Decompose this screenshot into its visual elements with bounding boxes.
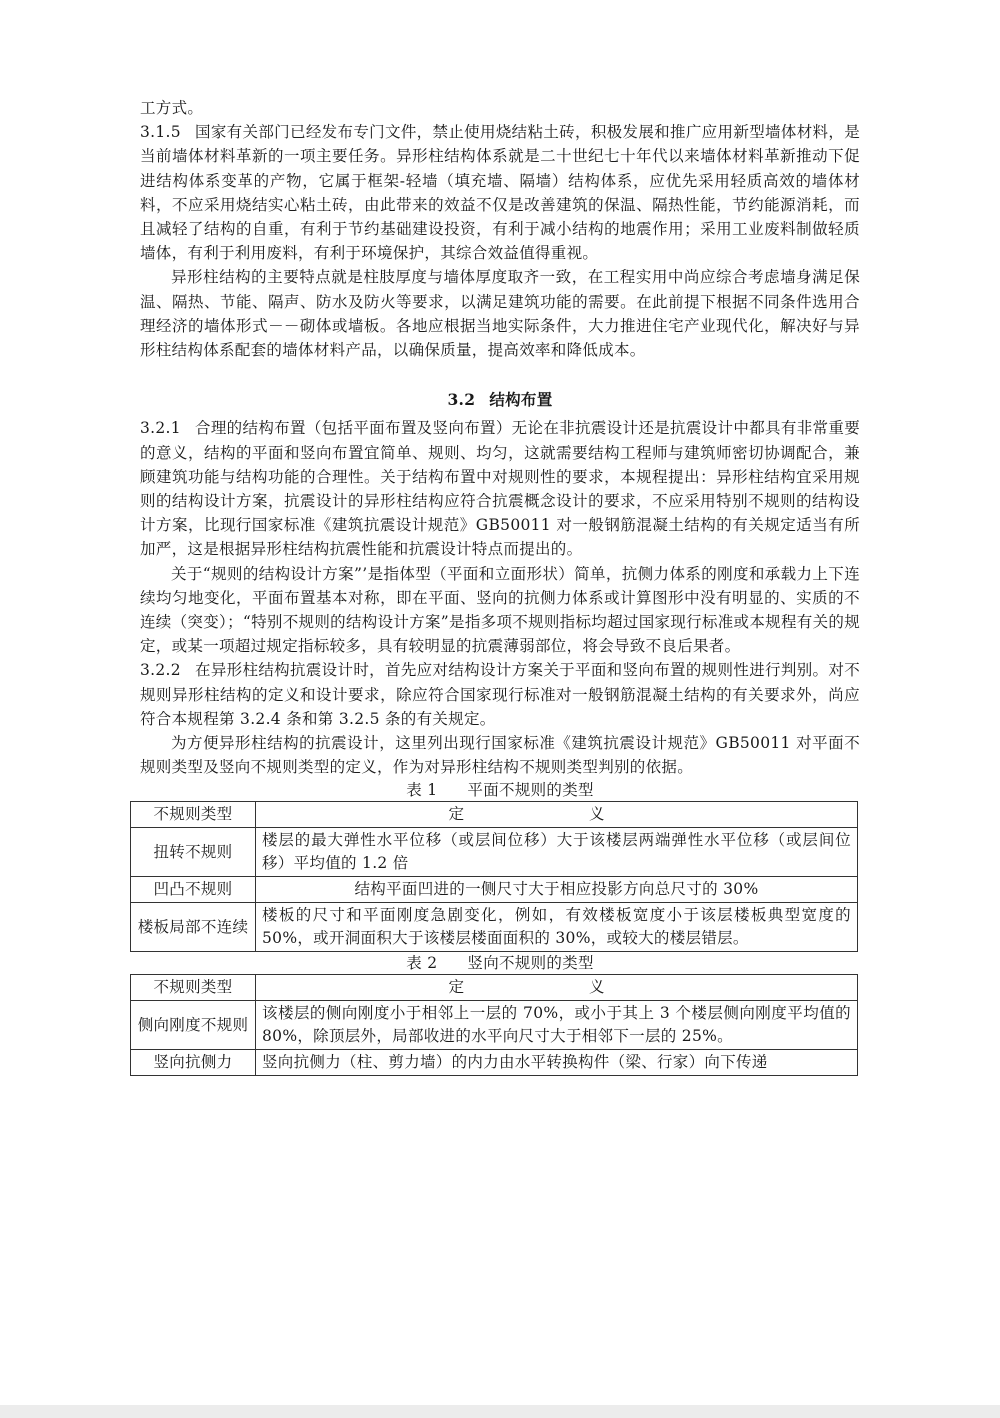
table-row (131, 877, 858, 903)
clause-text: 国家有关部门已经发布专门文件，禁止使用烧结粘土砖，积极发展和推广应用新型墙体材料，是当前墙体材料革新的一项主要任务。异形柱结构体系就是二十世纪七十年代以来墙体材料革新推动下促进结构体系变革的产物，它属于框架-轻墙（填充墙、隔墙）结构体系，应优先采用轻质高效的墙体材料，不应采用烧结实心粘土砖，由此带来的效益不仅是改善建筑的保温、隔热性能，节约能源消耗，而且减轻了结构的自重，有利于节约基础建设投资，有利于减小结构的地震作用；采用工业废料制做轻质墙体，有利于利用废料，有利于环境保护，其综合效益值得重视。 (140, 123, 860, 263)
table1-title: 平面不规则的类型 (467, 781, 594, 800)
header-type: 不规则类型 (131, 975, 256, 1001)
table-row (131, 828, 858, 877)
header-definition: 定 义 (256, 975, 858, 1001)
table-row (131, 903, 858, 952)
section-title: 结构布置 (489, 390, 553, 410)
table2-number: 表 2 (406, 954, 438, 973)
section-number: 3.2 (447, 390, 476, 410)
page-content (137, 96, 860, 1076)
header-type: 不规则类型 (131, 802, 256, 828)
clause-number: 3.1.5 (140, 123, 181, 142)
clause-text: 合理的结构布置（包括平面布置及竖向布置）无论在非抗震设计还是抗震设计中都具有非常重要的意义，结构的平面和竖向布置宜简单、规则、均匀，这就需要结构工程师与建筑师密切协调配合，兼顾建筑功能与结构功能的合理性。关于结构布置中对规则性的要求，本规程提出：异形柱结构宜采用规则的结构设计方案，抗震设计的异形柱结构应符合抗震概念设计的要求，不应采用特别不规则的结构设计方案，比现行国家标准《建筑抗震设计规范》GB50011 对一般钢筋混凝土结构的有关规定适当有所加严，这是根据异形柱结构抗震性能和抗震设计特点而提出的。 (140, 419, 860, 559)
clause-3-2-1 (140, 416, 860, 561)
clause-3-1-5 (140, 120, 860, 265)
section-heading (140, 388, 860, 412)
table1-number: 表 1 (406, 781, 438, 800)
cell-definition: 竖向抗侧力（柱、剪力墙）的内力由水平转换构件（梁、行家）向下传递 (256, 1050, 858, 1076)
clause-text: 在异形柱结构抗震设计时，首先应对结构设计方案关于平面和竖向布置的规则性进行判别。对不规则异形柱结构的定义和设计要求，除应符合国家现行标准对一般钢筋混凝土结构的有关要求外，尚应符合本规程第 3.2.4 条和第 3.2.5 条的有关规定。 (140, 661, 860, 728)
cell-definition: 该楼层的侧向刚度小于相邻上一层的 70%，或小于其上 3 个楼层侧向刚度平均值的 80%，除顶层外，局部收进的水平向尺寸大于相邻下一层的 25%。 (256, 1001, 858, 1050)
cell-type: 凹凸不规则 (131, 877, 256, 903)
cell-type: 竖向抗侧力 (131, 1050, 256, 1076)
table-row (131, 1050, 858, 1076)
cell-definition: 楼板的尺寸和平面刚度急剧变化，例如，有效楼板宽度小于该层楼板典型宽度的 50%，或开洞面积大于该楼层楼面面积的 30%，或较大的楼层错层。 (256, 903, 858, 952)
clause-number: 3.2.2 (140, 661, 181, 680)
cell-type: 楼板局部不连续 (131, 903, 256, 952)
table2-title: 竖向不规则的类型 (467, 954, 594, 973)
clause-number: 3.2.1 (140, 419, 181, 438)
table-vertical-irregularity (130, 974, 858, 1076)
table-header-row (131, 975, 858, 1001)
table2-caption (140, 952, 860, 974)
cell-definition: 楼层的最大弹性水平位移（或层间位移）大于该楼层两端弹性水平位移（或层间位移）平均值的 1.2 倍 (256, 828, 858, 877)
cell-type: 扭转不规则 (131, 828, 256, 877)
paragraph-regular-scheme: 关于“规则的结构设计方案”’是指体型（平面和立面形状）简单，抗侧力体系的刚度和承载力上下连续均匀地变化，平面布置基本对称，即在平面、竖向的抗侧力体系或计算图形中没有明显的、实质的不连续（突变）；“特别不规则的结构设计方案”是指多项不规则指标均超过国家现行标准或本规程有关的规定，或某一项超过规定指标较多，具有较明显的抗震薄弱部位，将会导致不良后果者。 (140, 564, 860, 656)
table1-caption (140, 779, 860, 801)
clause-3-2-2 (140, 658, 860, 731)
paragraph-table-intro: 为方便异形柱结构的抗震设计，这里列出现行国家标准《建筑抗震设计规范》GB50011 对平面不规则类型及竖向不规则类型的定义，作为对异形柱结构不规则类型判别的依据。 (140, 734, 860, 777)
table-header-row (131, 802, 858, 828)
header-definition: 定 义 (256, 802, 858, 828)
table-plan-irregularity (130, 801, 858, 952)
paragraph-continuation: 工方式。 (140, 99, 204, 117)
table-row (131, 1001, 858, 1050)
paragraph-wall-requirements: 异形柱结构的主要特点就是柱肢厚度与墙体厚度取齐一致，在工程实用中尚应综合考虑墙身满足保温、隔热、节能、隔声、防水及防火等要求，以满足建筑功能的需要。在此前提下根据不同条件选用合理经济的墙体形式－－砌体或墙板。各地应根据当地实际条件，大力推进住宅产业现代化，解决好与异形柱结构体系配套的墙体材料产品，以确保质量，提高效率和降低成本。 (140, 268, 860, 360)
cell-type: 侧向刚度不规则 (131, 1001, 256, 1050)
cell-definition: 结构平面凹进的一侧尺寸大于相应投影方向总尺寸的 30% (256, 877, 858, 903)
